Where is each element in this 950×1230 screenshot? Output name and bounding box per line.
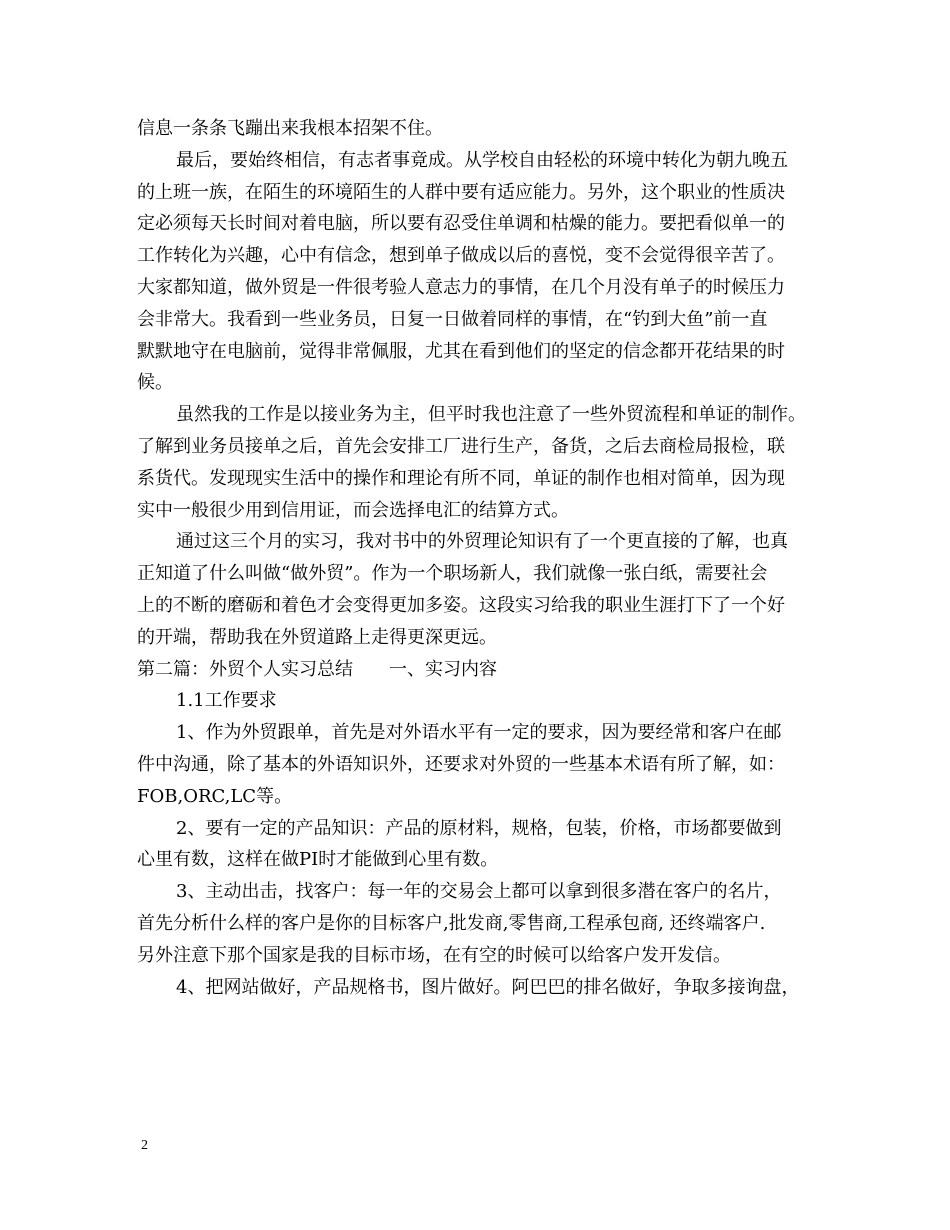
body-text (137, 113, 827, 1003)
paragraph-start: 虽然我的工作是以接业务为主，但平时我也注意了一些外贸流程和单证的制作。 (176, 404, 806, 426)
text-line: 定必须每天长时间对着电脑，所以要有忍受住单调和枯燥的能力。要把看似单一的 (137, 213, 785, 235)
paragraph-start: 4、把网站做好，产品规格书，图片做好。阿巴巴的排名做好，争取多接询盘， (176, 976, 800, 998)
paragraph-start: 通过这三个月的实习，我对书中的外贸理论知识有了一个更直接的了解，也真 (176, 531, 788, 553)
text-line: 上的不断的磨砺和着色才会变得更加多姿。这段实习给我的职业生涯打下了一个好 (137, 594, 785, 616)
paragraph-start: 最后，要始终相信，有志者事竟成。从学校自由轻松的环境中转化为朝九晚五 (176, 149, 788, 171)
page-number: 2 (141, 1138, 148, 1153)
text-line: 首先分析什么样的客户是你的目标客户,批发商,零售商,工程承包商, 还终端客户. (137, 912, 766, 934)
text-line: 心里有数，这样在做PI时才能做到心里有数。 (137, 849, 499, 871)
text-line: FOB,ORC,LC等。 (137, 785, 293, 807)
subsection-heading: 1.1工作要求 (176, 690, 277, 712)
text-line: 的上班一族，在陌生的环境陌生的人群中要有适应能力。另外，这个职业的性质决 (137, 181, 785, 203)
text-line: 的开端，帮助我在外贸道路上走得更深更远。 (137, 626, 497, 648)
text-line: 信息一条条飞蹦出来我根本招架不住。 (137, 118, 443, 139)
paragraph-start: 1、作为外贸跟单，首先是对外语水平有一定的要求，因为要经常和客户在邮 (176, 722, 782, 744)
text-line: 工作转化为兴趣，心中有信念，想到单子做成以后的喜悦，变不会觉得很辛苦了。 (137, 245, 785, 267)
text-line: 会非常大。我看到一些业务员，日复一日做着同样的事情，在“钓到大鱼”前一直 (137, 308, 768, 330)
text-line: 默默地守在电脑前，觉得非常佩服，尤其在看到他们的坚定的信念都开花结果的时 (137, 340, 785, 362)
text-line: 实中一般很少用到信用证，而会选择电汇的结算方式。 (137, 499, 569, 521)
paragraph-start: 3、主动出击，找客户：每一年的交易会上都可以拿到很多潜在客户的名片， (176, 881, 782, 903)
text-line: 件中沟通，除了基本的外语知识外，还要求对外贸的一些基本术语有所了解，如： (137, 753, 785, 775)
paragraph-start: 2、要有一定的产品知识：产品的原材料，规格，包装，价格，市场都要做到 (176, 817, 782, 839)
text-line: 了解到业务员接单之后，首先会安排工厂进行生产，备货，之后去商检局报检，联 (137, 435, 785, 457)
text-line: 大家都知道，做外贸是一件很考验人意志力的事情，在几个月没有单子的时候压力 (137, 276, 785, 298)
text-line: 候。 (137, 372, 173, 394)
text-line: 正知道了什么叫做“做外贸”。作为一个职场新人，我们就像一张白纸，需要社会 (137, 563, 768, 585)
text-line: 系货代。发现现实生活中的操作和理论有所不同，单证的制作也相对简单，因为现 (137, 467, 785, 489)
text-line: 另外注意下那个国家是我的目标市场，在有空的时候可以给客户发开发信。 (137, 944, 731, 966)
section-heading: 第二篇：外贸个人实习总结 一、实习内容 (137, 658, 497, 680)
